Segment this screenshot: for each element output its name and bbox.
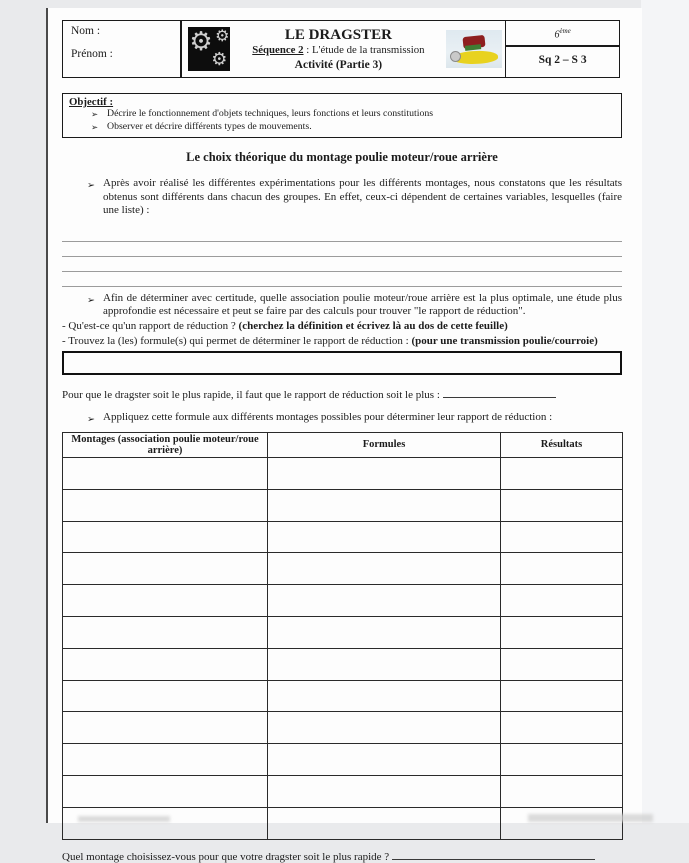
table-cell bbox=[268, 775, 501, 807]
footer-smudge bbox=[78, 816, 170, 822]
table-row bbox=[63, 616, 623, 648]
rapide-statement: Pour que le dragster soit le plus rapide, il faut que le rapport de réduction soit le plus : bbox=[62, 386, 622, 401]
table-cell bbox=[63, 775, 268, 807]
table-header-row bbox=[63, 433, 623, 458]
table-cell bbox=[501, 775, 623, 807]
title-box bbox=[180, 20, 506, 78]
objectif-label: Objectif : bbox=[69, 96, 114, 108]
table-cell bbox=[268, 807, 501, 839]
arrow-bullet-icon: ➢ bbox=[87, 413, 95, 425]
paragraph-rapport: ➢ Afin de déterminer avec certitude, quelle association poulie moteur/roue arrière est la plus optimale, une étude plus approfondie est nécessaire et peut se faire par des calculs pour trouver "le rapport de réduction". bbox=[87, 291, 622, 317]
table-cell bbox=[501, 744, 623, 776]
column-header-formules: Formules bbox=[268, 433, 501, 458]
table-cell bbox=[63, 680, 268, 712]
table-cell bbox=[63, 585, 268, 617]
table-cell bbox=[501, 712, 623, 744]
table-cell bbox=[268, 744, 501, 776]
table-cell bbox=[501, 553, 623, 585]
table-cell bbox=[268, 521, 501, 553]
document-title-block bbox=[230, 26, 446, 73]
answer-blank bbox=[443, 386, 556, 398]
answer-lines bbox=[62, 227, 622, 287]
table-cell bbox=[501, 458, 623, 490]
table-cell bbox=[268, 553, 501, 585]
activity-subtitle: Activité (Partie 3) bbox=[294, 58, 383, 71]
scan-background-strip bbox=[641, 0, 689, 823]
table-cell bbox=[501, 585, 623, 617]
paragraph-variables: ➢ Après avoir réalisé les différentes expérimentations pour les différents montages, nous constatons que les résultats obtenus sont différents dans chacun des groupes. En effet, ceux-ci dépendent de certaines variables, lesquelles (faire une liste) : bbox=[87, 177, 622, 216]
table-row bbox=[63, 585, 623, 617]
writing-line bbox=[62, 272, 622, 287]
table-row bbox=[63, 648, 623, 680]
table-cell bbox=[501, 680, 623, 712]
arrow-bullet-icon: ➢ bbox=[91, 110, 99, 120]
table-cell bbox=[63, 712, 268, 744]
table-cell bbox=[268, 585, 501, 617]
column-header-resultats: Résultats bbox=[501, 433, 623, 458]
table-cell bbox=[501, 616, 623, 648]
paragraph-appliquez: ➢ Appliquez cette formule aux différents montages possibles pour déterminer leur rapport de réduction : bbox=[87, 410, 553, 425]
table-cell bbox=[63, 744, 268, 776]
table-cell bbox=[63, 648, 268, 680]
table-row bbox=[63, 807, 623, 839]
objectif-item: ➢ Décrire le fonctionnement d'objets techniques, leurs fonctions et leurs constitutions bbox=[91, 108, 434, 120]
table-cell bbox=[501, 521, 623, 553]
nom-label: Nom : bbox=[71, 25, 101, 37]
name-box bbox=[62, 20, 182, 78]
table-row bbox=[63, 489, 623, 521]
table-cell bbox=[268, 712, 501, 744]
arrow-bullet-icon: ➢ bbox=[91, 123, 99, 133]
objectif-item: ➢ Observer et décrire différents types de mouvements. bbox=[91, 121, 312, 133]
table-cell bbox=[63, 616, 268, 648]
table-cell bbox=[268, 648, 501, 680]
final-question: Quel montage choisissez-vous pour que votre dragster soit le plus rapide ? bbox=[62, 848, 622, 863]
worksheet-page bbox=[46, 8, 642, 863]
dragster-photo bbox=[446, 30, 502, 68]
answer-blank bbox=[392, 848, 595, 860]
formula-answer-box bbox=[62, 351, 622, 375]
column-header-montages: Montages (association poulie moteur/roue arrière) bbox=[63, 433, 268, 458]
table-cell bbox=[63, 521, 268, 553]
table-row bbox=[63, 680, 623, 712]
gears-icon: ⚙ ⚙ ⚙ bbox=[189, 27, 230, 70]
montages-table bbox=[62, 432, 623, 840]
table-cell bbox=[63, 553, 268, 585]
writing-line bbox=[62, 227, 622, 242]
table-row bbox=[63, 521, 623, 553]
table-cell bbox=[63, 458, 268, 490]
table-row bbox=[63, 712, 623, 744]
table-row bbox=[63, 775, 623, 807]
table-cell bbox=[268, 489, 501, 521]
page-title: LE DRAGSTER bbox=[284, 26, 392, 43]
grade-box bbox=[505, 20, 621, 78]
writing-line bbox=[62, 257, 622, 272]
table-row bbox=[63, 553, 623, 585]
header-table bbox=[62, 20, 622, 78]
arrow-bullet-icon: ➢ bbox=[87, 180, 95, 191]
table-cell bbox=[501, 807, 623, 839]
table-cell bbox=[501, 489, 623, 521]
arrow-bullet-icon: ➢ bbox=[87, 294, 95, 306]
section-title: Le choix théorique du montage poulie moteur/roue arrière bbox=[186, 150, 498, 164]
writing-line bbox=[62, 242, 622, 257]
question-formule: - Trouvez la (les) formule(s) qui permet de déterminer le rapport de réduction : (pour une transmission poulie/courroie) bbox=[62, 334, 598, 347]
footer-smudge bbox=[528, 814, 653, 822]
table-row bbox=[63, 458, 623, 490]
table-cell bbox=[268, 616, 501, 648]
table-row bbox=[63, 744, 623, 776]
prenom-label: Prénom : bbox=[71, 48, 113, 60]
sequence-subtitle: Séquence 2 : L'étude de la transmission bbox=[252, 44, 425, 57]
table-cell bbox=[63, 807, 268, 839]
table-cell bbox=[268, 458, 501, 490]
table-cell bbox=[268, 680, 501, 712]
objectif-box bbox=[62, 93, 622, 138]
grade-label: 6ème bbox=[505, 20, 621, 47]
table-cell bbox=[501, 648, 623, 680]
sequence-code: Sq 2 – S 3 bbox=[505, 45, 621, 78]
question-definition: - Qu'est-ce qu'un rapport de réduction ? (cherchez la définition et écrivez là au dos de cette feuille) bbox=[62, 320, 508, 332]
table-cell bbox=[63, 489, 268, 521]
